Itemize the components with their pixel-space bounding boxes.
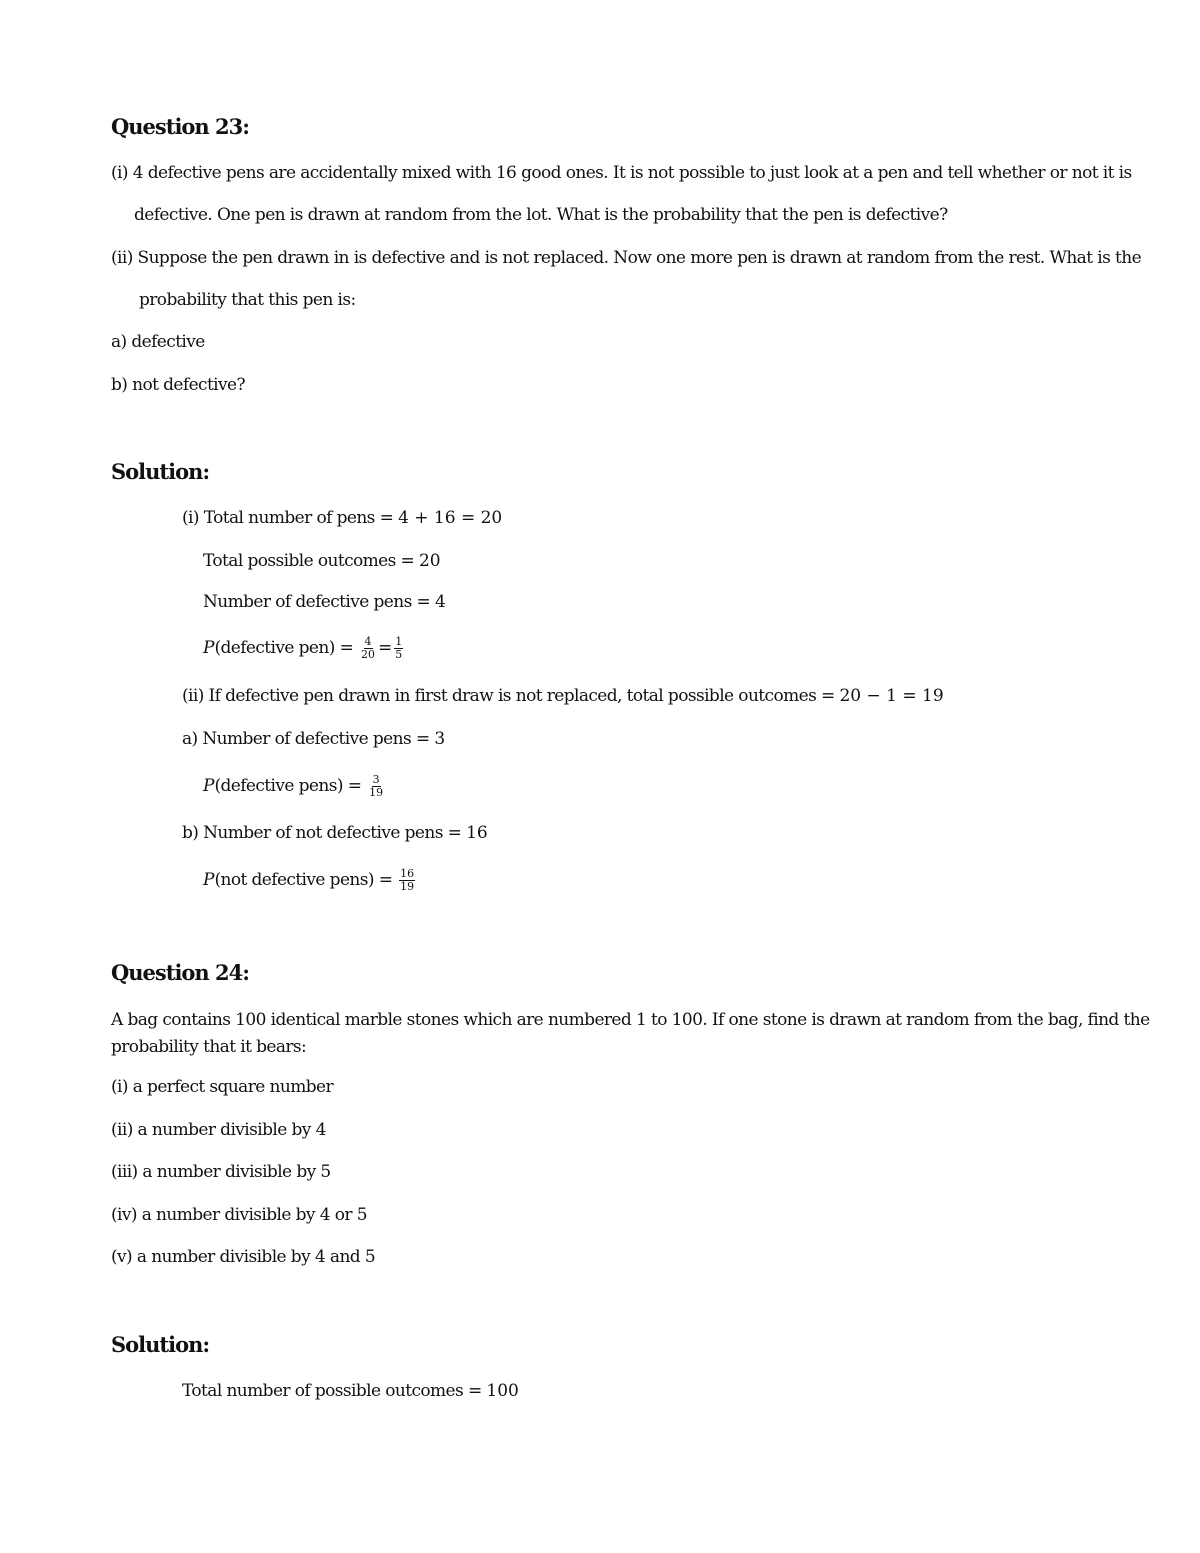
- total-outcomes-math: 100: [486, 1381, 519, 1401]
- fraction-1-over-5: [394, 636, 403, 661]
- question-24-item-ii: (ii) a number divisible by 4: [111, 1120, 326, 1140]
- defective-count-label: Number of defective pens =: [203, 592, 435, 612]
- fraction-denominator: 20: [361, 648, 376, 661]
- question-24-heading: Question 24:: [111, 960, 249, 985]
- fraction-3-over-19: [368, 774, 384, 799]
- equals-sign: =: [378, 638, 393, 658]
- question-23-line-3: (ii) Suppose the pen drawn in is defective and is not replaced. Now one more pen is drawn at random from the rest. What is the: [111, 248, 1142, 268]
- solution-23-defective-count: [203, 590, 446, 614]
- question-23-heading: Question 23:: [111, 114, 249, 139]
- solution-23-total-outcomes: [203, 549, 441, 573]
- solution-23-heading: Solution:: [111, 459, 210, 484]
- fraction-numerator: 1: [395, 635, 403, 648]
- fraction-4-over-20: [360, 636, 376, 661]
- solution-24-total-outcomes: [182, 1379, 519, 1403]
- question-24-line-1: A bag contains 100 identical marble stones which are numbered 1 to 100. If one stone is drawn at random from the bag, find the: [111, 1010, 1150, 1030]
- fraction-denominator: 5: [395, 648, 403, 661]
- solution-23-part-b: [182, 821, 488, 845]
- solution-23-part-ii: [182, 684, 944, 708]
- question-23-line-1: (i) 4 defective pens are accidentally mixed with 16 good ones. It is not possible to just look at a pen and tell whether or not it is: [111, 163, 1132, 183]
- probability-label: (defective pen) =: [214, 638, 359, 658]
- solution-23-total-pens: [182, 506, 502, 530]
- question-24-item-v: (v) a number divisible by 4 and 5: [111, 1247, 376, 1267]
- question-23-line-4: probability that this pen is:: [139, 290, 356, 310]
- part-a-math: 3: [434, 729, 446, 749]
- question-23-option-b: b) not defective?: [111, 375, 246, 395]
- part-ii-math: 20 − 1 = 19: [839, 686, 944, 706]
- total-pens-math: 4 + 16 = 20: [398, 508, 503, 528]
- total-outcomes-label: Total number of possible outcomes =: [182, 1381, 487, 1401]
- probability-label: (not defective pens) =: [214, 870, 398, 890]
- solution-24-heading: Solution:: [111, 1332, 210, 1357]
- fraction-numerator: 16: [400, 867, 415, 880]
- question-24-item-iv: (iv) a number divisible by 4 or 5: [111, 1205, 367, 1225]
- probability-symbol: P: [203, 638, 215, 658]
- solution-23-probability-defective: [203, 632, 405, 664]
- part-b-math: 16: [466, 823, 488, 843]
- fraction-denominator: 19: [369, 786, 384, 799]
- fraction-numerator: 3: [372, 773, 380, 786]
- fraction-16-over-19: [399, 868, 415, 893]
- probability-symbol: P: [203, 870, 215, 890]
- question-23-option-a: a) defective: [111, 332, 205, 352]
- solution-23-part-a: [182, 727, 445, 751]
- total-outcomes-math: 20: [418, 551, 441, 571]
- question-24-line-2: probability that it bears:: [111, 1037, 307, 1057]
- probability-symbol: P: [203, 776, 215, 796]
- probability-label: (defective pens) =: [214, 776, 367, 796]
- fraction-numerator: 4: [364, 635, 372, 648]
- total-pens-label: (i) Total number of pens =: [182, 508, 399, 528]
- part-ii-label: (ii) If defective pen drawn in first draw is not replaced, total possible outcomes =: [182, 686, 840, 706]
- part-b-label: b) Number of not defective pens =: [182, 823, 467, 843]
- solution-23-probability-defective-pens: [203, 770, 386, 802]
- defective-count-math: 4: [434, 592, 446, 612]
- question-24-item-iii: (iii) a number divisible by 5: [111, 1162, 331, 1182]
- total-outcomes-label: Total possible outcomes =: [203, 551, 419, 571]
- question-23-line-2: defective. One pen is drawn at random from the lot. What is the probability that the pen is defective?: [134, 205, 948, 225]
- question-24-item-i: (i) a perfect square number: [111, 1077, 333, 1097]
- part-a-label: a) Number of defective pens =: [182, 729, 435, 749]
- fraction-denominator: 19: [400, 880, 415, 893]
- solution-23-probability-not-defective: [203, 864, 417, 896]
